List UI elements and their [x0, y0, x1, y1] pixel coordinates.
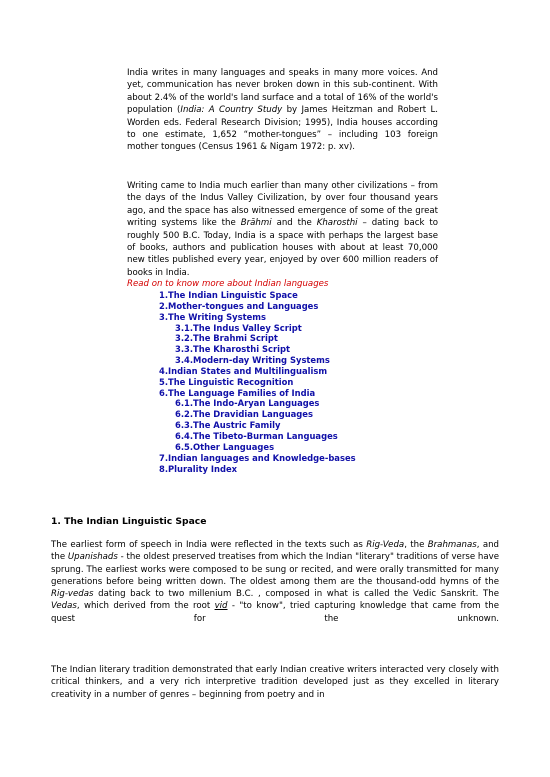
intro-p2-end: – dating back to roughly 500 B.C. Today, India is a space with perhaps the largest base of books, authors and publication houses with about at least 70,000 new titles published every year, enjoyed by over 600 million readers of books in India.: [127, 218, 439, 278]
toc-link-7[interactable]: 7.Indian languages and Knowledge-bases: [159, 452, 356, 463]
toc-link-4[interactable]: 4.Indian States and Multilingualism: [159, 365, 328, 376]
toc-link-3-4[interactable]: 3.4.Modern-day Writing Systems: [175, 355, 330, 366]
toc-link-6-1[interactable]: 6.1.The Indo-Aryan Languages: [175, 398, 320, 409]
intro-p1-end: by James Heitzman and Robert L. Worden eds. Federal Research Division; 1995), India houses according to one estimate, 1,652 “mother-tongues” – including 103 foreign mother tongues (Census 1961 & Nigam 1972: p. xv).: [127, 105, 438, 153]
rigveda-term: Rig-Veda: [366, 540, 405, 550]
brahmi-term: Brāhmi: [240, 218, 272, 229]
intro-p1-text: India writes in many languages and speaks in many more voices. And yet, communication has never broken down in this sub-continent. With about 2.4% of the world's land surface and a total of 16% of the world's population (: [127, 68, 438, 116]
toc-link-6[interactable]: 6.The Language Families of India: [159, 387, 316, 398]
toc-link-6-2[interactable]: 6.2.The Dravidian Languages: [175, 409, 313, 420]
s1-text-b: , the: [404, 540, 428, 550]
s1-text-e: dating back to two millenium B.C. , composed in what is called the Vedic Sanskrit. The: [93, 589, 499, 600]
intro-p2-joiner: and the: [271, 218, 317, 229]
s1-text-f: , which derived from the root: [76, 601, 215, 612]
rigvedas-term: Rig-vedas: [51, 589, 94, 600]
s1-text-d: - the oldest preserved treatises from which the Indian "literary" traditions of verse have sprung. The earliest works were composed to be sung or recited, and were orally transmitted for many generations before being written down. The oldest among them are the thousand-odd hymns of the: [51, 552, 499, 587]
toc-link-3-3[interactable]: 3.3.The Kharosthi Script: [175, 344, 291, 355]
s1-text-c: , and the: [51, 540, 499, 563]
toc-link-3[interactable]: 3.The Writing Systems: [159, 311, 266, 322]
section-paragraph-1: [51, 539, 499, 625]
brahmanas-term: Brahmanas: [427, 540, 477, 550]
toc-link-6-4[interactable]: 6.4.The Tibeto-Burman Languages: [175, 430, 338, 441]
source-title: India: A Country Study: [180, 105, 283, 116]
toc-link-1[interactable]: 1.The Indian Linguistic Space: [159, 290, 298, 300]
vid-term: vid: [214, 601, 228, 612]
toc-link-6-5[interactable]: 6.5.Other Languages: [175, 441, 275, 452]
read-on-label: Read on to know more about Indian languages: [127, 279, 329, 289]
s1-text-a: The earliest form of speech in India were reflected in the texts such as: [51, 540, 367, 550]
kharosthi-term: Kharosthi: [316, 218, 358, 229]
s1-text-g: - "to know", tried capturing knowledge that came from the quest for the unknown.: [51, 601, 500, 624]
toc-link-8[interactable]: 8.Plurality Index: [159, 463, 238, 474]
toc-link-3-2[interactable]: 3.2.The Brahmi Script: [175, 333, 278, 344]
toc-link-3-1[interactable]: 3.1.The Indus Valley Script: [175, 322, 302, 333]
intro-paragraph-2: [127, 180, 438, 279]
toc-link-5[interactable]: 5.The Linguistic Recognition: [159, 376, 294, 387]
intro-p2-text: Writing came to India much earlier than many other civilizations – from the days of the Indus Valley Civilization, by over four thousand years ago, and the space has also witnessed emergence of some of the great writing systems like the: [127, 181, 438, 229]
table-of-contents: [159, 290, 356, 474]
vedas-term: Vedas: [51, 601, 77, 612]
toc-link-6-3[interactable]: 6.3.The Austric Family: [175, 420, 281, 431]
section-paragraph-2: The Indian literary tradition demonstrated that early Indian creative writers interacted very closely with critical thinkers, and a very rich interpretive tradition developed just as they excelled in literary creativity in a number of genres – beginning from poetry and in: [51, 665, 499, 700]
toc-link-2[interactable]: 2.Mother-tongues and Languages: [159, 300, 319, 311]
intro-paragraph-1: [127, 67, 438, 154]
section-heading: 1. The Indian Linguistic Space: [51, 516, 207, 527]
upanishads-term: Upanishads: [67, 552, 118, 563]
